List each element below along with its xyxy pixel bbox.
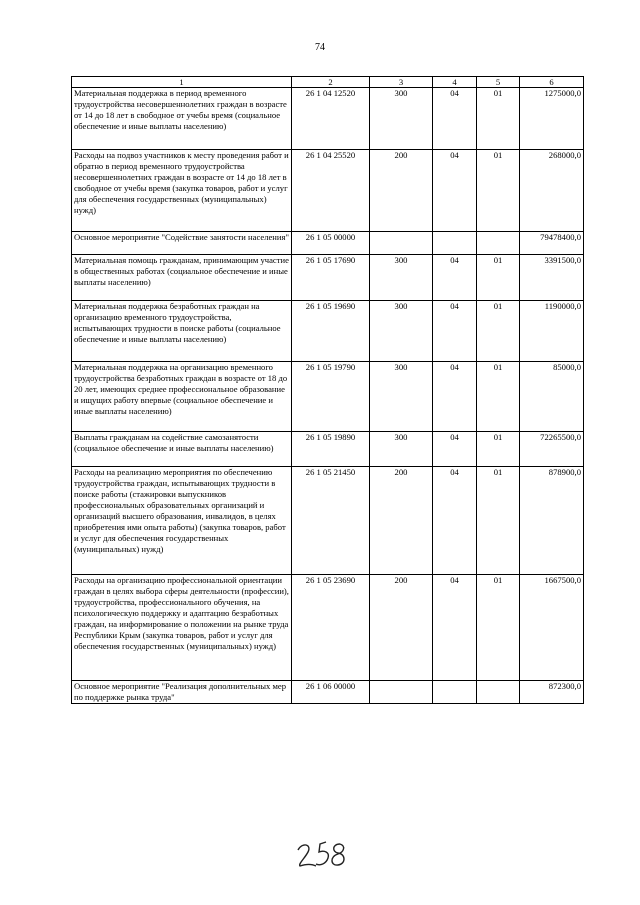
column-header-6: 6 [520,77,584,88]
row-code-cell: 26 1 04 12520 [292,88,370,150]
row-amount-cell: 3391500,0 [520,255,584,301]
row-name-cell: Расходы на подвоз участников к месту проведения работ и обратно в период временного трудоустройства несовершеннолетних граждан в возрасте от 14 до 18 лет в свободное от учебы время (закупка товаров, работ и услуг для обеспечения государственных (муниципальных) нужд) [72,150,292,232]
row-name-cell: Расходы на организацию профессиональной ориентации граждан в целях выбора сферы деятельности (профессии), трудоустройства, профессионального обучения, на психологическую поддержку и адаптацию безработных граждан, на информирование о положении на рынке труда Республики Крым (закупка товаров, работ и услуг для обеспечения государственных (муниципальных) нужд) [72,575,292,681]
row-section-cell: 04 [433,150,477,232]
row-amount-cell: 878900,0 [520,467,584,575]
row-amount-cell: 1667500,0 [520,575,584,681]
column-header-4: 4 [433,77,477,88]
row-subsection-cell: 01 [477,362,520,432]
table-header-row [72,77,584,88]
row-amount-cell: 72265500,0 [520,432,584,467]
row-code-cell: 26 1 05 19690 [292,301,370,362]
row-subsection-cell: 01 [477,575,520,681]
row-amount-cell: 872300,0 [520,681,584,704]
row-subsection-cell [477,232,520,255]
row-expense-type-cell: 300 [370,88,433,150]
row-section-cell: 04 [433,88,477,150]
row-expense-type-cell [370,232,433,255]
row-subsection-cell: 01 [477,467,520,575]
row-amount-cell: 1190000,0 [520,301,584,362]
row-code-cell: 26 1 05 21450 [292,467,370,575]
row-section-cell: 04 [433,362,477,432]
column-header-3: 3 [370,77,433,88]
row-subsection-cell: 01 [477,255,520,301]
table-row [72,467,584,575]
row-section-cell [433,681,477,704]
row-code-cell: 26 1 05 00000 [292,232,370,255]
row-code-cell: 26 1 05 17690 [292,255,370,301]
row-name-cell: Расходы на реализацию мероприятия по обеспечению трудоустройства граждан, испытывающих трудности в поиске работы (стажировки выпускников профессиональных образовательных организаций и организаций высшего образования, инвалидов, в целях приобретения ими опыта работы) (закупка товаров, работ и услуг для обеспечения государственных (муниципальных) нужд) [72,467,292,575]
row-section-cell [433,232,477,255]
table-row [72,432,584,467]
column-header-1: 1 [72,77,292,88]
row-expense-type-cell: 300 [370,255,433,301]
row-subsection-cell: 01 [477,432,520,467]
row-section-cell: 04 [433,467,477,575]
table-row [72,301,584,362]
row-section-cell: 04 [433,432,477,467]
row-expense-type-cell: 300 [370,362,433,432]
row-amount-cell: 1275000,0 [520,88,584,150]
row-amount-cell: 268000,0 [520,150,584,232]
row-expense-type-cell: 200 [370,467,433,575]
row-section-cell: 04 [433,575,477,681]
page-number: 74 [315,42,325,53]
table-row [72,88,584,150]
row-expense-type-cell: 200 [370,575,433,681]
handwritten-page-signature [292,836,352,872]
table-row [72,232,584,255]
row-amount-cell: 85000,0 [520,362,584,432]
row-subsection-cell: 01 [477,301,520,362]
row-section-cell: 04 [433,255,477,301]
budget-table [71,76,584,704]
row-subsection-cell: 01 [477,88,520,150]
table-row [72,681,584,704]
row-subsection-cell [477,681,520,704]
row-code-cell: 26 1 05 19890 [292,432,370,467]
row-subsection-cell: 01 [477,150,520,232]
row-amount-cell: 79478400,0 [520,232,584,255]
row-code-cell: 26 1 05 19790 [292,362,370,432]
row-name-cell: Основное мероприятие "Реализация дополнительных мер по поддержке рынка труда" [72,681,292,704]
row-name-cell: Материальная помощь гражданам, принимающим участие в общественных работах (социальное обеспечение и иные выплаты населению) [72,255,292,301]
row-code-cell: 26 1 06 00000 [292,681,370,704]
row-section-cell: 04 [433,301,477,362]
table-row [72,362,584,432]
row-code-cell: 26 1 04 25520 [292,150,370,232]
column-header-5: 5 [477,77,520,88]
row-name-cell: Материальная поддержка в период временного трудоустройства несовершеннолетних граждан в возрасте от 14 до 18 лет в свободное от учебы время (социальное обеспечение и иные выплаты населению) [72,88,292,150]
row-name-cell: Выплаты гражданам на содействие самозанятости (социальное обеспечение и иные выплаты населению) [72,432,292,467]
column-header-2: 2 [292,77,370,88]
row-expense-type-cell: 300 [370,432,433,467]
row-code-cell: 26 1 05 23690 [292,575,370,681]
row-name-cell: Материальная поддержка на организацию временного трудоустройства безработных граждан в возрасте от 18 до 20 лет, имеющих среднее профессиональное образование и ищущих работу впервые (социальное обеспечение и иные выплаты населению) [72,362,292,432]
row-expense-type-cell [370,681,433,704]
row-name-cell: Основное мероприятие "Содействие занятости населения" [72,232,292,255]
table-row [72,150,584,232]
row-expense-type-cell: 300 [370,301,433,362]
table-body [72,88,584,704]
table-row [72,255,584,301]
table-row [72,575,584,681]
row-name-cell: Материальная поддержка безработных граждан на организацию временного трудоустройства, испытывающих трудности в поиске работы (социальное обеспечение и иные выплаты населению) [72,301,292,362]
row-expense-type-cell: 200 [370,150,433,232]
